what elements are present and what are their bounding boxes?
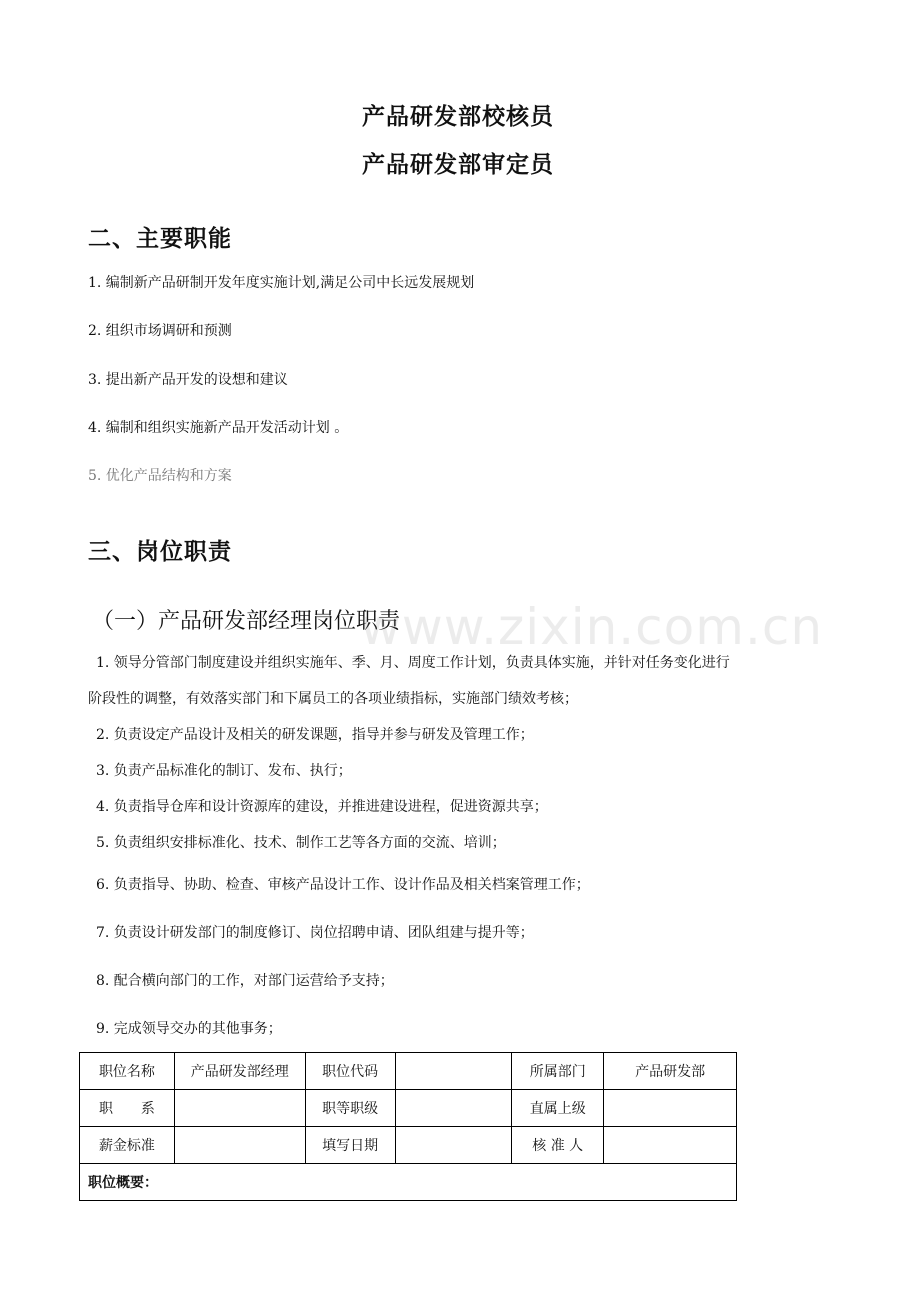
table-cell-value — [174, 1090, 305, 1127]
duty-line-3: 3. 负责产品标准化的制订、发布、执行； — [96, 763, 352, 779]
position-info-table — [79, 1052, 737, 1201]
table-cell-label: 填写日期 — [305, 1127, 395, 1164]
table-cell-value — [174, 1127, 305, 1164]
table-cell-value — [604, 1090, 737, 1127]
function-item-2: 2. 组织市场调研和预测 — [88, 323, 232, 339]
table-cell-label: 职位代码 — [305, 1053, 395, 1090]
table-cell-label: 职等职级 — [305, 1090, 395, 1127]
table-cell-value — [395, 1090, 512, 1127]
duty-line-6: 6. 负责指导、协助、检查、审核产品设计工作、设计作品及相关档案管理工作； — [96, 877, 590, 893]
section-heading-functions: 二、主要职能 — [88, 225, 232, 252]
duty-line-2: 2. 负责设定产品设计及相关的研发课题，指导并参与研发及管理工作； — [96, 727, 534, 743]
table-cell-label: 职 系 — [80, 1090, 175, 1127]
duty-line-1: 1. 领导分管部门制度建设并组织实施年、季、月、周度工作计划，负责具体实施，并针对任务变化进行 — [96, 655, 730, 671]
duty-line-5: 5. 负责组织安排标准化、技术、制作工艺等各方面的交流、培训； — [96, 835, 506, 851]
document-title-1: 产品研发部校核员 — [362, 103, 554, 130]
duty-line-4: 4. 负责指导仓库和设计资源库的建设，并推进建设进程，促进资源共享； — [96, 799, 548, 815]
table-cell-value — [395, 1127, 512, 1164]
table-row — [80, 1090, 737, 1127]
duty-line-9: 9. 完成领导交办的其他事务； — [96, 1021, 282, 1037]
document-title-2: 产品研发部审定员 — [362, 151, 554, 178]
subsection-heading-manager: （一）产品研发部经理岗位职责 — [92, 609, 401, 634]
position-summary-label: 职位概要： — [80, 1164, 737, 1201]
duty-line-1-cont: 阶段性的调整，有效落实部门和下属员工的各项业绩指标，实施部门绩效考核； — [88, 691, 578, 707]
function-item-5: 5. 优化产品结构和方案 — [88, 468, 232, 484]
table-cell-value: 产品研发部 — [604, 1053, 737, 1090]
watermark: www.zixin.com.cn — [360, 598, 824, 656]
table-cell-value: 产品研发部经理 — [174, 1053, 305, 1090]
table-row — [80, 1053, 737, 1090]
table-row — [80, 1127, 737, 1164]
table-cell-label: 核 准 人 — [512, 1127, 604, 1164]
function-item-4: 4. 编制和组织实施新产品开发活动计划 。 — [88, 420, 349, 436]
table-cell-label: 薪金标准 — [80, 1127, 175, 1164]
function-item-1: 1. 编制新产品研制开发年度实施计划,满足公司中长远发展规划 — [88, 275, 475, 291]
table-row-summary — [80, 1164, 737, 1201]
table-cell-value — [604, 1127, 737, 1164]
table-cell-value — [395, 1053, 512, 1090]
function-item-3: 3. 提出新产品开发的设想和建议 — [88, 372, 288, 388]
table-cell-label: 直属上级 — [512, 1090, 604, 1127]
duty-line-8: 8. 配合横向部门的工作，对部门运营给予支持； — [96, 973, 394, 989]
table-cell-label: 职位名称 — [80, 1053, 175, 1090]
duty-line-7: 7. 负责设计研发部门的制度修订、岗位招聘申请、团队组建与提升等； — [96, 925, 534, 941]
table-cell-label: 所属部门 — [512, 1053, 604, 1090]
section-heading-duties: 三、岗位职责 — [88, 538, 232, 565]
